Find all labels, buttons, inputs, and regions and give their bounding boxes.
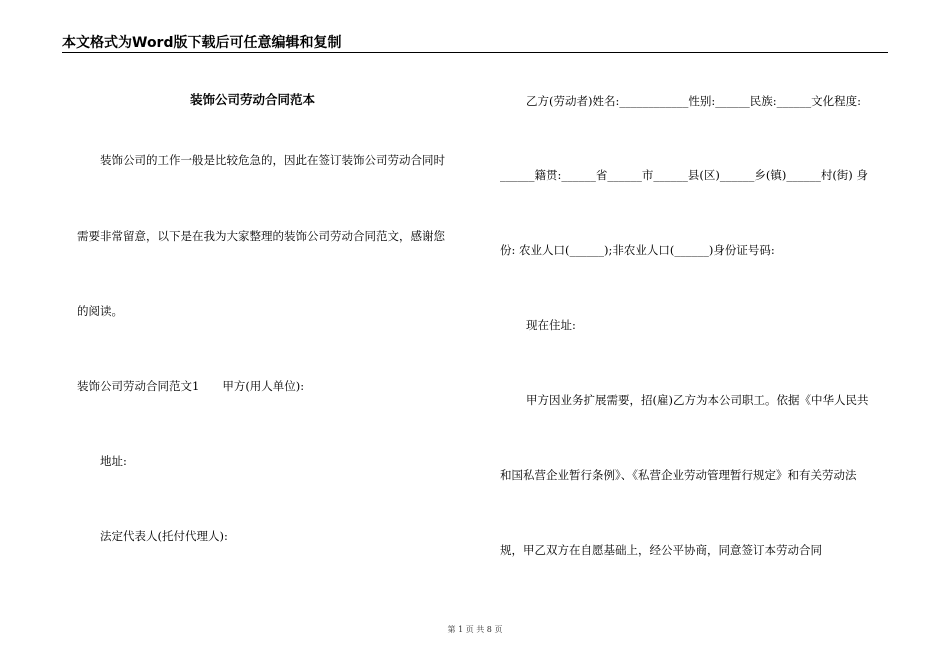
- document-title: 装饰公司劳动合同范本: [190, 92, 316, 107]
- paragraph-line: 现在住址:: [526, 318, 576, 332]
- paragraph-line: 需要非常留意，以下是在我为大家整理的装饰公司劳动合同范文，感谢您: [77, 229, 445, 243]
- paragraph-line: 甲方因业务扩展需要，招(雇)乙方为本公司职工。依据《中华人民共: [526, 393, 869, 407]
- paragraph-line: 装饰公司的工作一般是比较危急的，因此在签订装饰公司劳动合同时: [100, 153, 445, 167]
- page-header-banner: 本文格式为Word版下载后可任意编辑和复制: [62, 35, 342, 51]
- header-divider: [62, 52, 888, 53]
- paragraph-line: 法定代表人(托付代理人):: [100, 529, 228, 543]
- paragraph-line: 规，甲乙双方在自愿基础上，经公平协商，同意签订本劳动合同: [500, 543, 822, 557]
- paragraph-line: 的阅读。: [77, 304, 123, 318]
- paragraph-line: 份: 农业人口(______);非农业人口(______)身份证号码:: [500, 243, 775, 257]
- paragraph-line: 地址:: [100, 454, 127, 468]
- page-number-footer: 第 1 页 共 8 页: [447, 625, 503, 634]
- paragraph-line: 乙方(劳动者)姓名:____________性别:______民族:______文化程度:: [526, 94, 861, 108]
- paragraph-line: ______籍贯:______省______市______县(区)______乡(镇)______村(街) 身: [500, 168, 868, 182]
- paragraph-line: 装饰公司劳动合同范文1 甲方(用人单位):: [77, 379, 305, 393]
- paragraph-line: 和国私营企业暂行条例》、《私营企业劳动管理暂行规定》和有关劳动法: [500, 468, 857, 482]
